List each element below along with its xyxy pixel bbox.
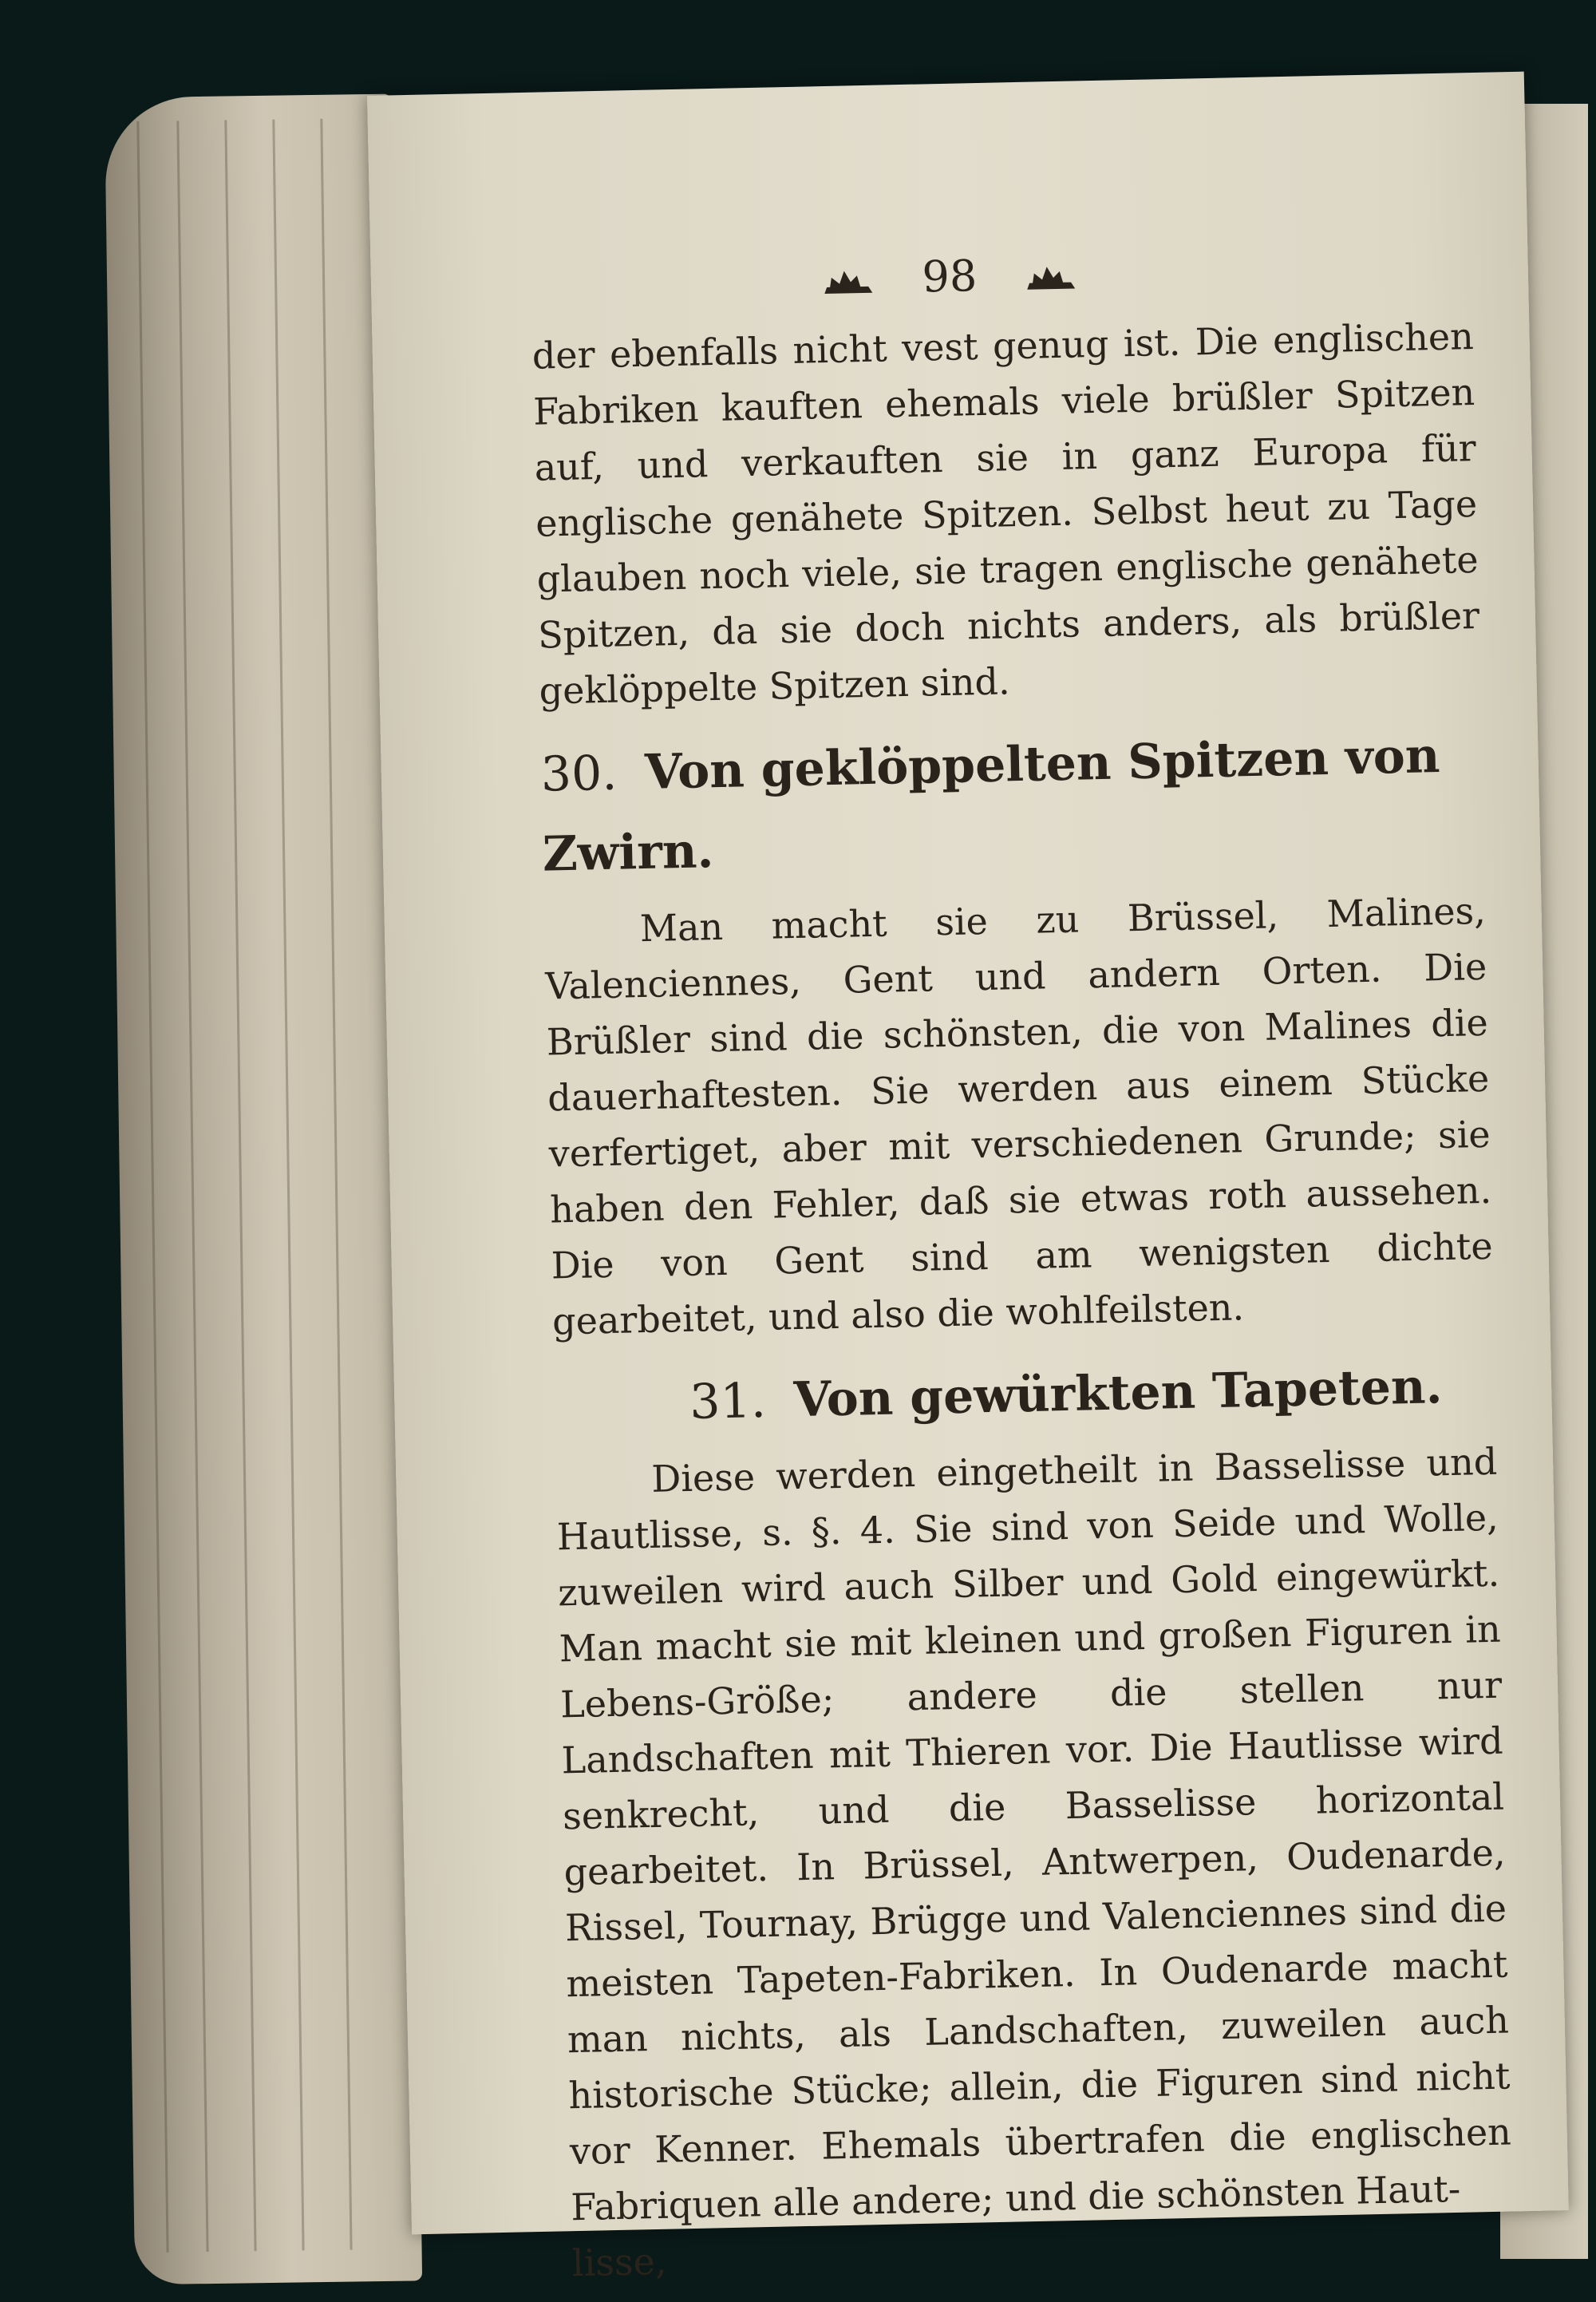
- section-title: Von geklöppelten Spitzen von Zwirn.: [542, 728, 1441, 883]
- ornament-icon: [820, 266, 877, 299]
- page-body: [531, 308, 1514, 2291]
- section-body-30: Man macht sie zu Brüssel, Malines, Valenciennes, Gent und andern Orten. Die Brüßler sind die schönsten, die von Malines die dauerhaftesten. Sie werden aus einem Stücke verfertiget, aber mit verschiedenen Grunde; sie haben den Fehler, daß sie etwas roth aussehen. Die von Gent sind am wenigsten dichte gearbeitet, und also die wohlfeilsten.: [544, 888, 1494, 1343]
- section-title: Von gewürkten Tapeten.: [792, 1359, 1444, 1429]
- ornament-icon: [1022, 261, 1079, 294]
- catchword: lisse,: [571, 2239, 667, 2285]
- section-heading-30: [540, 715, 1485, 895]
- section-number: 30.: [540, 745, 618, 803]
- section-number: 31.: [689, 1372, 767, 1430]
- page-header: [370, 239, 1528, 314]
- book-page: [367, 72, 1569, 2285]
- paragraph-continuation: der ebenfalls nicht vest genug ist. Die englischen Fabriken kauften ehemals viele brüßler Spitzen auf, und verkauften sie in ganz Europa für englische genähete Spitzen. Selbst heut zu Tage glauben noch viele, sie tragen englische genähete Spitzen, da sie doch nichts anders, als brüßler geklöppelte Spitzen sind.: [531, 314, 1480, 713]
- section-heading-31: [553, 1346, 1496, 1446]
- section-body-31: Diese werden eingetheilt in Basselisse und Hautlisse, s. §. 4. Sie sind von Seide und Wolle, zuweilen wird auch Silber und Gold eingewürkt. Man macht sie mit kleinen und großen Figuren in Lebens-Größe; andere die stellen nur Landschaften mit Thieren vor. Die Hautlisse wird senkrecht, und die Basselisse horizontal gearbeitet. In Brüssel, Antwerpen, Oudenarde, Rissel, Tournay, Brügge und Valenciennes sind die meisten Tapeten-Fabriken. In Oudenarde macht man nichts, als Landschaften, zuweilen auch historische Stücke; allein, die Figuren sind nicht vor Kenner. Ehemals übertrafen die englischen Fabriquen alle andere; und die schönsten Haut-: [556, 1439, 1512, 2229]
- page-number: 98: [921, 251, 978, 303]
